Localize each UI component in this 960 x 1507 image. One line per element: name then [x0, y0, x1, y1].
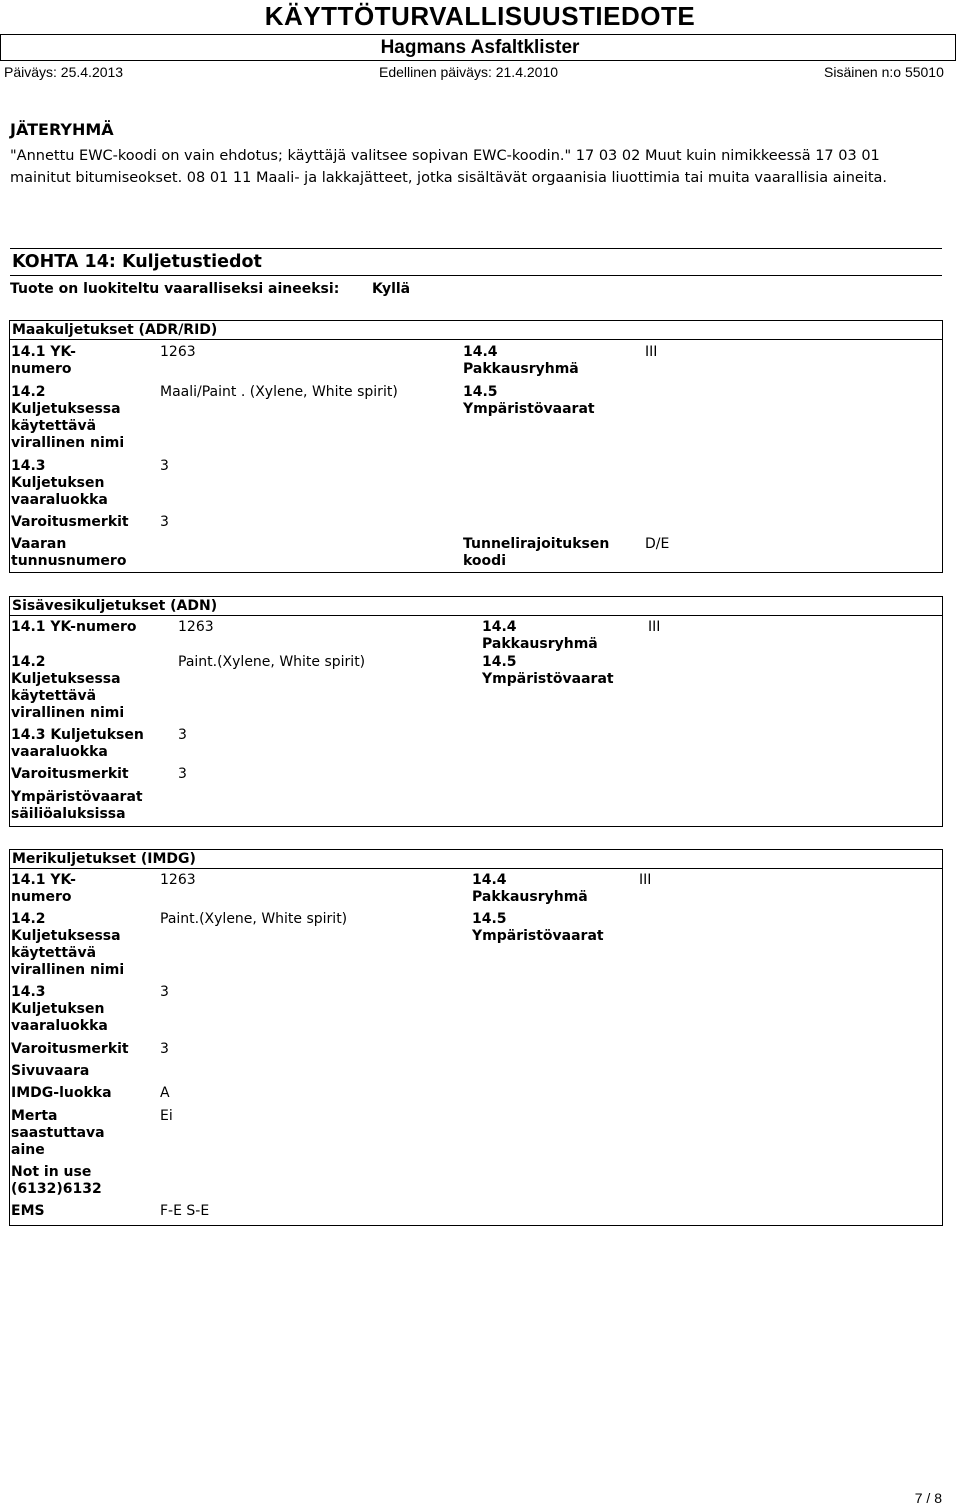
adr-un-value: 1263: [160, 344, 196, 360]
adn-class-value: 3: [178, 727, 187, 743]
imdg-un-value: 1263: [160, 872, 196, 888]
imdg-env-label: 14.5 Ympäristövaarat: [472, 911, 604, 944]
imdg-packing-label: 14.4 Pakkausryhmä: [472, 872, 588, 905]
imdg-class-value: 3: [160, 984, 169, 1000]
section-top-rule: [10, 248, 942, 249]
adn-name-value: Paint.(Xylene, White spirit): [178, 654, 366, 670]
imdg-name-label: 14.2 Kuljetuksessa käytettävä virallinen nimi: [11, 911, 125, 978]
imdg-marine-pollutant-value: Ei: [160, 1108, 173, 1124]
adn-warning-label: Varoitusmerkit: [11, 766, 129, 782]
classified-value: Kyllä: [372, 281, 411, 297]
document-title: KÄYTTÖTURVALLISUUSTIEDOTE: [264, 1, 696, 31]
adr-hazard-id-label: Vaaran tunnusnumero: [11, 536, 127, 569]
adr-table: [9, 339, 943, 573]
imdg-ems-label: EMS: [11, 1203, 45, 1219]
adn-un-value: 1263: [178, 619, 214, 635]
imdg-class-code-label: IMDG-luokka: [11, 1085, 112, 1101]
imdg-subrisk-label: Sivuvaara: [11, 1063, 90, 1079]
adr-tunnel-value: D/E: [645, 536, 670, 552]
adn-name-label: 14.2 Kuljetuksessa käytettävä virallinen nimi: [11, 654, 125, 721]
adr-packing-label: 14.4 Pakkausryhmä: [463, 344, 579, 377]
imdg-class-label: 14.3 Kuljetuksen vaaraluokka: [11, 984, 108, 1034]
adr-class-label: 14.3 Kuljetuksen vaaraluokka: [11, 458, 108, 508]
imdg-warning-label: Varoitusmerkit: [11, 1041, 129, 1057]
classified-label: Tuote on luokiteltu vaaralliseksi aineeksi:: [10, 281, 340, 297]
imdg-table: [9, 868, 943, 1226]
waste-text: "Annettu EWC-koodi on vain ehdotus; käyttäjä valitsee sopivan EWC-koodin." 17 03 02 Muut kuin nimikkeessä 17 03 01 mainitut bitumiseokset. 08 01 11 Maali- ja lakkajätteet, jotka sisältävät orgaanisia liuottimia tai muita vaarallisia aineita.: [10, 148, 888, 186]
internal-number: Sisäinen n:o 55010: [824, 64, 944, 80]
adr-name-label: 14.2 Kuljetuksessa käytettävä virallinen nimi: [11, 384, 125, 451]
imdg-packing-value: III: [639, 872, 652, 888]
adn-table: [9, 615, 943, 827]
section-title: KOHTA 14: Kuljetustiedot: [12, 252, 262, 272]
adn-packing-value: III: [648, 619, 661, 635]
adr-name-value: Maali/Paint . (Xylene, White spirit): [160, 384, 398, 400]
adn-tank-env-label: Ympäristövaarat säiliöaluksissa: [11, 789, 143, 822]
adn-class-label: 14.3 Kuljetuksen vaaraluokka: [11, 727, 144, 760]
imdg-marine-pollutant-label: Merta saastuttava aine: [11, 1108, 105, 1158]
adn-packing-label: 14.4 Pakkausryhmä: [482, 619, 598, 652]
imdg-name-value: Paint.(Xylene, White spirit): [160, 911, 348, 927]
section-bottom-rule: [10, 275, 942, 276]
imdg-warning-value: 3: [160, 1041, 169, 1057]
imdg-un-label: 14.1 YK-numero: [11, 872, 76, 905]
waste-heading: JÄTERYHMÄ: [10, 120, 114, 139]
adn-un-label: 14.1 YK-numero: [11, 619, 137, 635]
adr-env-label: 14.5 Ympäristövaarat: [463, 384, 595, 417]
adr-packing-value: III: [645, 344, 658, 360]
adr-tunnel-label: Tunnelirajoituksen koodi: [463, 536, 610, 569]
adn-title: Sisävesikuljetukset (ADN): [9, 596, 943, 615]
adr-class-value: 3: [160, 458, 169, 474]
imdg-class-code-value: A: [160, 1085, 170, 1101]
adr-un-label: 14.1 YK-numero: [11, 344, 76, 377]
adr-warning-value: 3: [160, 514, 169, 530]
previous-revision-date: Edellinen päiväys: 21.4.2010: [379, 64, 559, 80]
adn-env-label: 14.5 Ympäristövaarat: [482, 654, 614, 687]
imdg-not-in-use-label: Not in use (6132)6132: [11, 1164, 102, 1197]
revision-date: Päiväys: 25.4.2013: [4, 64, 124, 80]
page-number: 7 / 8: [914, 1490, 942, 1506]
adr-title: Maakuljetukset (ADR/RID): [9, 320, 943, 339]
imdg-title: Merikuljetukset (IMDG): [9, 849, 943, 868]
adr-warning-label: Varoitusmerkit: [11, 514, 129, 530]
adn-warning-value: 3: [178, 766, 187, 782]
product-name: Hagmans Asfaltklister: [380, 37, 580, 58]
imdg-ems-value: F-E S-E: [160, 1203, 210, 1219]
